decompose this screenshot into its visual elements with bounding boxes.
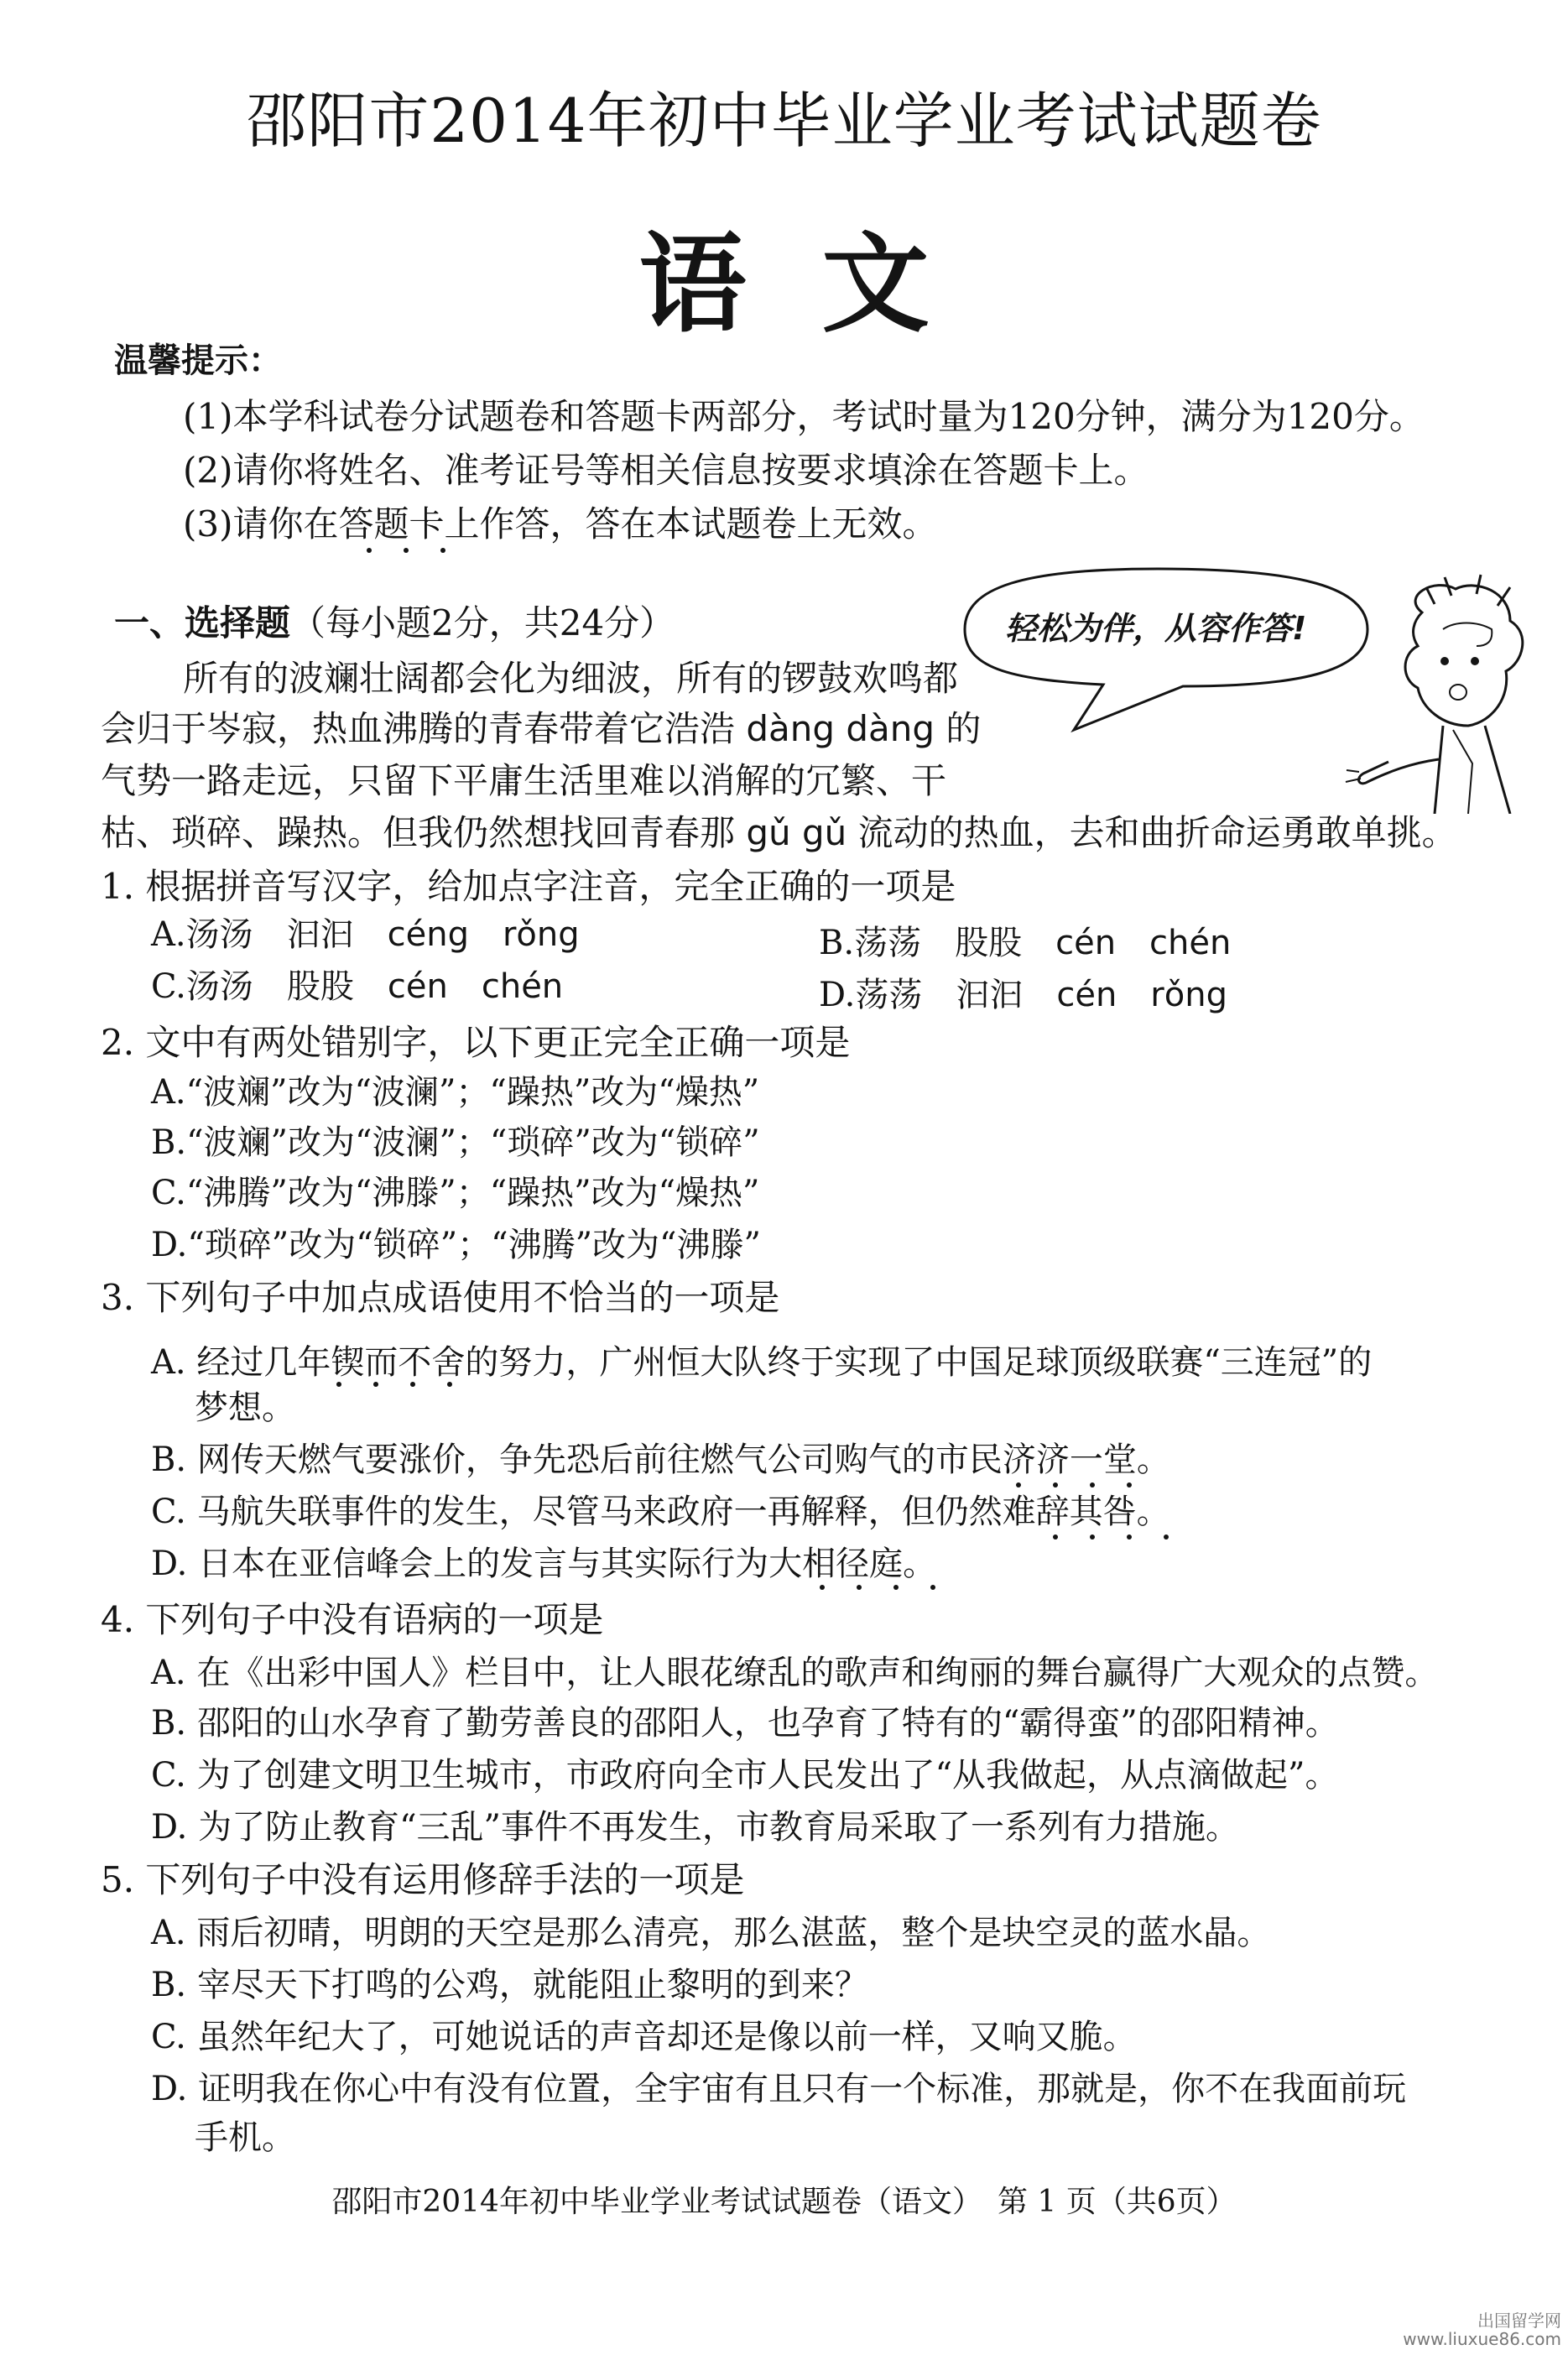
passage-line: 所有的波斓壮阔都会化为细波，所有的锣鼓欢鸣都 (183, 658, 959, 699)
emphasis-dots (351, 540, 461, 556)
answer-option: B.荡荡 股股 cén chén (819, 924, 1232, 962)
question-stem: 1. 根据拼音写汉字，给加点字注音，完全正确的一项是 (101, 866, 956, 907)
passage-line: 会归于岑寂，热血沸腾的青春带着它浩浩 dàng dàng 的 (101, 708, 982, 749)
page-footer: 邵阳市2014年初中毕业学业考试试题卷（语文） 第 1 页（共6页） (331, 2185, 1237, 2219)
answer-option: D. 证明我在你心中有没有位置，全宇宙有且只有一个标准，那就是，你不在我面前玩 (151, 2070, 1407, 2108)
answer-option: A. 在《出彩中国人》栏目中，让人眼花缭乱的歌声和绚丽的舞台赢得广大观众的点赞。 (151, 1654, 1439, 1692)
answer-option: A. 经过几年锲而不舍的努力，广州恒大队终于实现了中国足球顶级联赛“三连冠”的 (151, 1343, 1373, 1382)
tip-item: (1)本学科试卷分试题卷和答题卡两部分，考试时量为120分钟，满分为120分。 (183, 396, 1425, 437)
cartoon-girl-icon (931, 562, 1552, 814)
exam-title: 邵阳市2014年初中毕业学业考试试题卷 (246, 86, 1322, 156)
emphasis-dots (1037, 1527, 1185, 1543)
watermark: 出国留学网 www.liuxue86.com (1403, 2311, 1561, 2349)
question-stem: 4. 下列句子中没有语病的一项是 (101, 1599, 604, 1640)
cartoon-illustration (931, 562, 1552, 814)
emphasis-dots (320, 1374, 468, 1390)
answer-option: D.荡荡 汩汩 cén rǒng (819, 976, 1227, 1014)
question-stem: 2. 文中有两处错别字，以下更正完全正确一项是 (101, 1022, 851, 1063)
answer-option: B. 邵阳的山水孕育了勤劳善良的邵阳人，也孕育了特有的“霸得蛮”的邵阳精神。 (151, 1704, 1339, 1743)
answer-option: B.“波斓”改为“波澜”；“琐碎”改为“锁碎” (151, 1123, 760, 1162)
answer-option: D. 日本在亚信峰会上的发言与其实际行为大相径庭。 (151, 1545, 937, 1583)
tips-heading: 温馨提示： (114, 341, 282, 380)
answer-option: C. 为了创建文明卫生城市，市政府向全市人民发出了“从我做起，从点滴做起”。 (151, 1756, 1339, 1795)
answer-option: C. 马航失联事件的发生，尽管马来政府一再解释，但仍然难辞其咎。 (151, 1493, 1170, 1531)
answer-option: D.“琐碎”改为“锁碎”；“沸腾”改为“沸滕” (151, 1226, 761, 1264)
answer-option: C. 虽然年纪大了，可她说话的声音却还是像以前一样，又响又脆。 (151, 2018, 1137, 2056)
tip-item: (3)请你在答题卡上作答，答在本试题卷上无效。 (183, 503, 938, 544)
answer-option: C.“沸腾”改为“沸滕”；“躁热”改为“燥热” (151, 1174, 760, 1212)
answer-option: A. 雨后初晴，明朗的天空是那么清亮，那么湛蓝，整个是块空灵的蓝水晶。 (151, 1914, 1271, 1952)
subject-title: 语文 (638, 221, 1005, 347)
question-stem: 3. 下列句子中加点成语使用不恰当的一项是 (101, 1277, 780, 1318)
answer-option: C.汤汤 股股 cén chén (151, 967, 564, 1006)
answer-option: 手机。 (195, 2118, 295, 2157)
emphasis-dots (804, 1577, 951, 1593)
question-stem: 5. 下列句子中没有运用修辞手法的一项是 (101, 1859, 745, 1900)
passage-line: 气势一路走远，只留下平庸生活里难以消解的冗繁、干 (101, 760, 947, 801)
answer-option: D. 为了防止教育“三乱”事件不再发生，市教育局采取了一系列有力措施。 (151, 1808, 1239, 1847)
speech-bubble-text: 轻松为伴，从容作答! (1005, 610, 1307, 647)
answer-option: A.汤汤 汩汩 céng rǒng (151, 915, 580, 954)
section-heading: 一、选择题（每小题2分，共24分） (114, 602, 675, 643)
answer-option: B. 宰尽天下打鸣的公鸡，就能阻止黎明的到来？ (151, 1966, 868, 2004)
tip-item: (2)请你将姓名、准考证号等相关信息按要求填涂在答题卡上。 (183, 450, 1149, 491)
passage-line: 枯、琐碎、躁热。但我仍然想找回青春那 gǔ gǔ 流动的热血，去和曲折命运勇敢单挑。 (101, 812, 1457, 853)
answer-option: A.“波斓”改为“波澜”；“躁热”改为“燥热” (151, 1073, 760, 1112)
answer-option: 梦想。 (195, 1389, 295, 1427)
answer-option: B. 网传天燃气要涨价，争先恐后前往燃气公司购气的市民济济一堂。 (151, 1441, 1170, 1479)
